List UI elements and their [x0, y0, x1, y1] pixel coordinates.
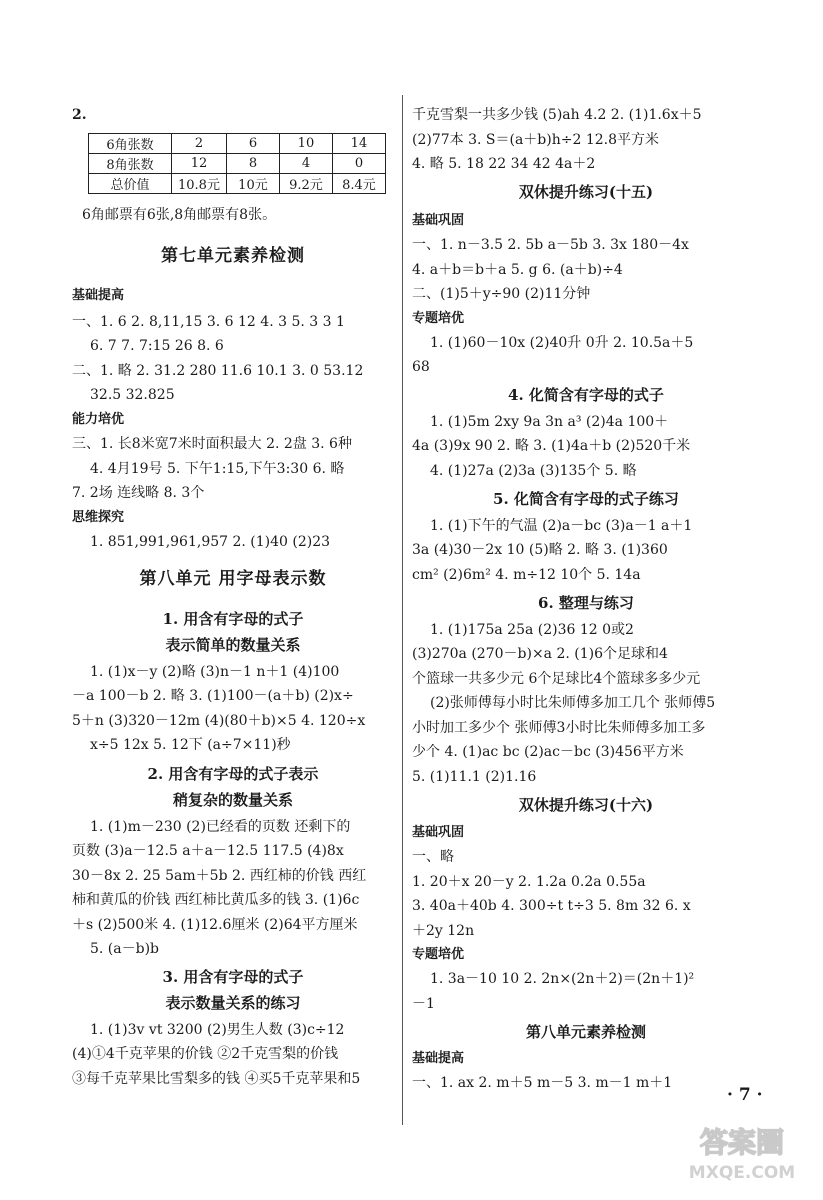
watermark-domain: MXQE.COM	[688, 1163, 796, 1183]
answer-line: 3. 40a＋40b 4. 300÷t t÷3 5. 8m 32 6. x	[412, 898, 691, 914]
section-title: 5. 化简含有字母的式子练习	[493, 490, 679, 508]
answer-line: 一、略	[412, 849, 454, 865]
answer-line: 68	[412, 359, 430, 375]
unit8-test-title: 第八单元素养检测	[525, 1023, 646, 1041]
answer-line: 少个 4. (1)ac bc (2)ac－bc (3)456平方米	[412, 744, 684, 760]
table-cell: 9.2元	[279, 174, 332, 194]
section-label: 基础巩固	[412, 213, 465, 228]
answer-line: 柿和黄瓜的价钱 西红柿比黄瓜多的钱 3. (1)6c	[72, 892, 360, 908]
answer-line: x÷5 12x 5. 12下 (a÷7×11)秒	[90, 737, 291, 753]
answer-line: 二、1. 略 2. 31.2 280 11.6 10.1 3. 0 53.12	[72, 363, 364, 379]
watermark-text: 答案圈	[699, 1126, 785, 1159]
table-row	[89, 174, 386, 194]
practice-15-title: 双休提升练习(十五)	[518, 183, 654, 201]
table-cell: 4	[279, 154, 332, 174]
section-label: 能力培优	[72, 412, 125, 427]
answer-line: 1. (1)x－y (2)略 (3)n－1 n＋1 (4)100	[90, 664, 340, 680]
answer-line: 30－8x 2. 25 5am＋5b 2. 西红柿的价钱 西红	[72, 868, 367, 884]
answer-line: 3a (4)30－2x 10 (5)略 2. 略 3. (1)360	[412, 542, 668, 558]
section-subtitle: 表示数量关系的练习	[165, 994, 301, 1012]
table-row-label: 总价值	[89, 174, 172, 194]
answer-line: 6. 7 7. 7:15 26 8. 6	[90, 338, 224, 354]
table-cell: 10.8元	[172, 174, 227, 194]
answer-line: 千克雪梨一共多少钱 (5)ah 4.2 2. (1)1.6x＋5	[412, 107, 702, 123]
answer-line: 二、(1)5＋y÷90 (2)11分钟	[412, 286, 591, 302]
answer-line: 4. 略 5. 18 22 34 42 4a＋2	[412, 156, 596, 172]
section-title: 2. 用含有字母的式子表示	[147, 765, 319, 783]
answer-line: 5＋n (3)320－12m (4)(80＋b)×5 4. 120÷x	[72, 713, 366, 729]
answer-line: 5. (a－b)b	[90, 941, 160, 957]
section-subtitle: 稍复杂的数量关系	[172, 791, 293, 809]
answer-line: ＋s (2)500米 4. (1)12.6厘米 (2)64平方厘米	[72, 917, 358, 933]
answer-line: 1. 3a－10 10 2. 2n×(2n＋2)＝(2n＋1)²	[430, 971, 695, 987]
section-title: 1. 用含有字母的式子	[162, 610, 304, 628]
watermark-logo	[672, 1118, 812, 1188]
question-2-label: 2.	[72, 107, 87, 123]
answer-line: －1	[412, 996, 435, 1012]
answer-line: 小时加工多少个 张师傅3小时比朱师傅多加工多	[412, 720, 706, 736]
answer-line: 1. (1)60－10x (2)40升 0升 2. 10.5a＋5	[430, 335, 694, 351]
answer-line: －a 100－b 2. 略 3. (1)100－(a＋b) (2)x÷	[72, 688, 354, 704]
table-row	[89, 154, 386, 174]
table-cell: 12	[172, 154, 227, 174]
answer-line: cm² (2)6m² 4. m÷12 10个 5. 14a	[412, 567, 641, 583]
answer-line: 1. (1)下午的气温 (2)a－bc (3)a－1 a＋1	[430, 518, 693, 534]
table-cell: 10	[279, 134, 332, 154]
answer-line: 7. 2场 连线略 8. 3个	[72, 485, 205, 501]
page-number: · 7 ·	[727, 1085, 763, 1105]
unit8-title: 第八单元 用字母表示数	[139, 569, 327, 589]
answer-line: 三、1. 长8米宽7米时面积最大 2. 2盘 3. 6种	[72, 436, 352, 452]
answer-line: 1. (1)5m 2xy 9a 3n a³ (2)4a 100＋	[430, 414, 669, 430]
answer-line: 个篮球一共多少元 6个足球比4个篮球多多少元	[412, 671, 701, 687]
answer-line: ③每千克苹果比雪梨多的钱 ④买5千克苹果和5	[72, 1071, 361, 1087]
answer-line: 1. (1)3v vt 3200 (2)男生人数 (3)c÷12	[90, 1022, 345, 1038]
section-label: 基础提高	[72, 288, 125, 303]
section-label: 专题培优	[412, 311, 465, 326]
section-subtitle: 表示简单的数量关系	[165, 636, 301, 654]
table-cell: 10元	[226, 174, 279, 194]
answer-line: 4. (1)27a (2)3a (3)135个 5. 略	[430, 463, 637, 479]
answer-line: 一、1. n－3.5 2. 5b a－5b 3. 3x 180－4x	[412, 237, 689, 253]
table-cell: 2	[172, 134, 227, 154]
section-title: 4. 化简含有字母的式子	[508, 386, 664, 404]
answer-line: 一、1. 6 2. 8,11,15 3. 6 12 4. 3 5. 3 3 1	[72, 314, 345, 330]
table-cell: 8	[226, 154, 279, 174]
watermark-icon	[672, 1118, 812, 1188]
answer-line: 一、1. ax 2. m＋5 m－5 3. m－1 m＋1	[412, 1075, 673, 1091]
stamp-price-table	[88, 133, 386, 194]
answer-line: (2)张师傅每小时比朱师傅多加工几个 张师傅5	[430, 695, 716, 711]
column-divider	[402, 95, 403, 1125]
section-title: 3. 用含有字母的式子	[162, 968, 304, 986]
answer-line: (2)77本 3. S＝(a＋b)h÷2 12.8平方米	[412, 132, 660, 148]
table-row-label: 6角张数	[89, 134, 172, 154]
section-label: 基础巩固	[412, 825, 465, 840]
table-cell: 0	[332, 154, 385, 174]
answer-line: 1. 851,991,961,957 2. (1)40 (2)23	[90, 534, 331, 550]
answer-line: 5. (1)11.1 (2)1.16	[412, 769, 537, 785]
answer-line: 1. (1)m－230 (2)已经看的页数 还剩下的	[90, 819, 351, 835]
section-label: 专题培优	[412, 947, 465, 962]
practice-16-title: 双休提升练习(十六)	[518, 796, 654, 814]
answer-line: ＋2y 12n	[412, 923, 475, 939]
answer-line: 4. 4月19号 5. 下午1:15,下午3:30 6. 略	[90, 461, 345, 477]
answer-line: 页数 (3)a－12.5 a＋a－12.5 117.5 (4)8x	[72, 843, 344, 859]
table-cell: 8.4元	[332, 174, 385, 194]
unit7-title: 第七单元素养检测	[161, 246, 305, 266]
section-label: 思维探究	[72, 510, 125, 525]
table-row	[89, 134, 386, 154]
answer-line: (4)①4千克苹果的价钱 ②2千克雪梨的价钱	[72, 1046, 339, 1062]
section-title: 6. 整理与练习	[538, 594, 634, 612]
answer-line: 1. (1)175a 25a (2)36 12 0或2	[430, 622, 634, 638]
section-label: 基础提高	[412, 1051, 465, 1066]
table-cell: 6	[226, 134, 279, 154]
answer-line: (3)270a (270－b)×a 2. (1)6个足球和4	[412, 646, 668, 662]
answer-line: 4a (3)9x 90 2. 略 3. (1)4a＋b (2)520千米	[412, 438, 691, 454]
answer-line: 1. 20＋x 20－y 2. 1.2a 0.2a 0.55a	[412, 874, 646, 890]
answer-line: 32.5 32.825	[90, 387, 175, 403]
table-row-label: 8角张数	[89, 154, 172, 174]
answer-line: 4. a＋b＝b＋a 5. g 6. (a＋b)÷4	[412, 262, 623, 278]
table-note: 6角邮票有6张,8角邮票有8张。	[82, 207, 277, 223]
table-cell: 14	[332, 134, 385, 154]
